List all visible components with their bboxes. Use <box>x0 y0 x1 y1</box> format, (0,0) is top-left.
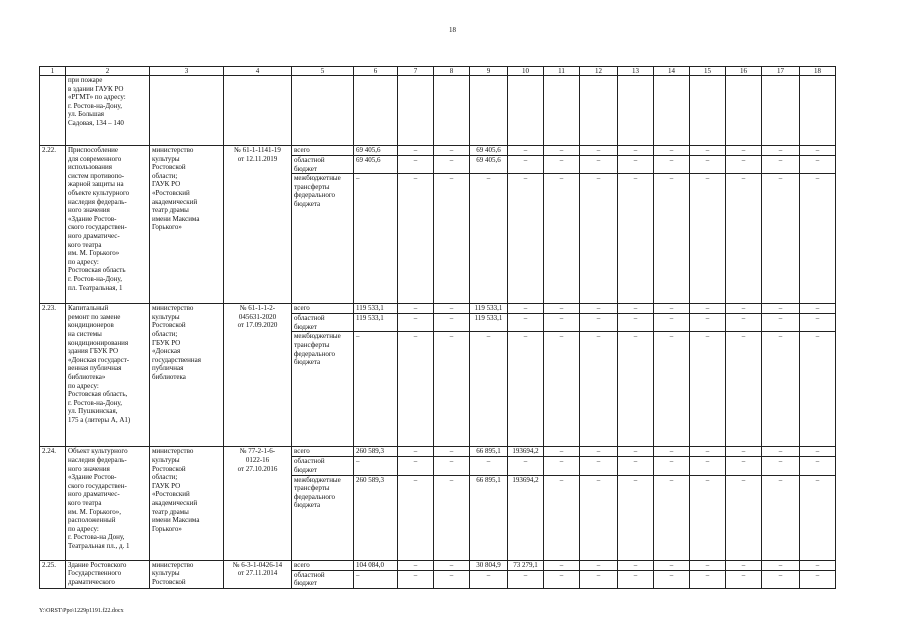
amount-cell: – <box>762 156 800 174</box>
amount-cell: – <box>618 146 654 156</box>
amount-cell: – <box>762 475 800 560</box>
amount-cell: – <box>762 447 800 457</box>
amount-cell: – <box>508 146 544 156</box>
amount-cell: – <box>726 304 762 314</box>
column-number: 13 <box>618 67 654 76</box>
amount-cell: – <box>580 475 618 560</box>
document-cell: № 77-2-1-6- 0122-16 от 27.10.2016 <box>224 447 292 560</box>
amount-cell: – <box>726 332 762 447</box>
amount-cell: – <box>470 457 508 475</box>
organization-cell: министерство культуры Ростовской области; ГАУК РО «Ростовский академический театр драмы имени Максима Горького» <box>150 146 224 304</box>
amount-cell: – <box>690 174 726 304</box>
amount-cell: – <box>544 174 580 304</box>
empty-cell <box>690 76 726 146</box>
amount-cell: – <box>726 457 762 475</box>
amount-cell: – <box>654 475 690 560</box>
object-name-cell: Капитальный ремонт по замене кондиционеров на системы кондиционирования здания ГБУК РО «Донская государст- венная публичная библиотека» по адресу: Ростовская область, г. Ростов-на-Дону, ул. Пушкинская, 175 а (литеры А, А1) <box>66 304 150 447</box>
amount-cell: – <box>726 156 762 174</box>
table-row <box>40 447 836 457</box>
amount-cell: – <box>618 332 654 447</box>
organization-cell: министерство культуры Ростовской области; ГАУК РО «Ростовский академический театр драмы имени Максима Горького» <box>150 447 224 560</box>
amount-cell: 119 533,1 <box>354 314 398 332</box>
amount-cell: – <box>434 314 470 332</box>
object-name-cell: Приспособление для современного использования систем противопо- жарной защиты на объекте культурного наследия федераль- ного значения «Здание Ростов- ского государствен- ного драматичес- кого театра им. М. Горького» по адресу: Ростовская область г. Ростов-на-Дону, пл. Театральная, 1 <box>66 146 150 304</box>
amount-cell: – <box>544 146 580 156</box>
funding-source-label: межбюджетные трансферты федерального бюджета <box>292 332 354 447</box>
amount-cell: – <box>508 457 544 475</box>
empty-cell <box>398 76 434 146</box>
table-row <box>40 560 836 570</box>
amount-cell: – <box>618 475 654 560</box>
funding-source-label: межбюджетные трансферты федерального бюджета <box>292 174 354 304</box>
amount-cell: – <box>398 146 434 156</box>
amount-cell: – <box>580 146 618 156</box>
amount-cell: 66 895,1 <box>470 475 508 560</box>
funding-source-label: областной бюджет <box>292 156 354 174</box>
empty-cell <box>544 76 580 146</box>
budget-table-wrapper <box>39 66 836 589</box>
row-number: 2.22. <box>40 146 66 304</box>
amount-cell: – <box>654 570 690 588</box>
amount-cell: – <box>762 304 800 314</box>
amount-cell: – <box>654 447 690 457</box>
amount-cell: – <box>580 174 618 304</box>
empty-cell <box>618 76 654 146</box>
amount-cell: 73 279,1 <box>508 560 544 570</box>
funding-source-label: областной бюджет <box>292 457 354 475</box>
column-number: 6 <box>354 67 398 76</box>
column-number: 5 <box>292 67 354 76</box>
amount-cell: – <box>690 570 726 588</box>
budget-table <box>39 66 836 589</box>
amount-cell: – <box>762 146 800 156</box>
amount-cell: – <box>398 304 434 314</box>
amount-cell: – <box>800 475 836 560</box>
amount-cell: – <box>690 447 726 457</box>
amount-cell: – <box>544 314 580 332</box>
amount-cell: 260 589,3 <box>354 475 398 560</box>
amount-cell: – <box>800 560 836 570</box>
amount-cell: – <box>654 156 690 174</box>
row-number: 2.24. <box>40 447 66 560</box>
column-number: 9 <box>470 67 508 76</box>
column-number-row <box>40 67 836 76</box>
amount-cell: – <box>398 447 434 457</box>
amount-cell: – <box>434 447 470 457</box>
amount-cell: – <box>434 156 470 174</box>
amount-cell: – <box>434 560 470 570</box>
amount-cell: – <box>354 457 398 475</box>
column-number: 2 <box>66 67 150 76</box>
amount-cell: – <box>354 332 398 447</box>
page-number: 18 <box>449 26 456 34</box>
table-row <box>40 304 836 314</box>
amount-cell: – <box>544 570 580 588</box>
amount-cell: – <box>544 447 580 457</box>
empty-cell <box>434 76 470 146</box>
amount-cell: – <box>434 570 470 588</box>
amount-cell: – <box>580 570 618 588</box>
amount-cell: – <box>544 156 580 174</box>
amount-cell: – <box>618 570 654 588</box>
amount-cell: – <box>690 156 726 174</box>
column-number: 10 <box>508 67 544 76</box>
amount-cell: – <box>654 560 690 570</box>
empty-cell <box>470 76 508 146</box>
amount-cell: 119 533,1 <box>470 314 508 332</box>
table-body <box>40 67 836 589</box>
column-number: 7 <box>398 67 434 76</box>
organization-cell: министерство культуры Ростовской <box>150 560 224 588</box>
document-cell: № 61-1-1-2- 045631-2020 от 17.09.2020 <box>224 304 292 447</box>
amount-cell: – <box>726 570 762 588</box>
amount-cell: 193694,2 <box>508 447 544 457</box>
amount-cell: – <box>398 457 434 475</box>
amount-cell: – <box>762 570 800 588</box>
amount-cell: – <box>654 146 690 156</box>
empty-cell <box>508 76 544 146</box>
amount-cell: – <box>762 560 800 570</box>
amount-cell: – <box>354 174 398 304</box>
amount-cell: – <box>726 314 762 332</box>
amount-cell: – <box>508 304 544 314</box>
empty-cell <box>224 76 292 146</box>
amount-cell: – <box>354 570 398 588</box>
funding-source-label: областной бюджет <box>292 314 354 332</box>
amount-cell: – <box>618 447 654 457</box>
amount-cell: – <box>544 475 580 560</box>
amount-cell: – <box>690 314 726 332</box>
empty-cell <box>150 76 224 146</box>
amount-cell: – <box>580 332 618 447</box>
column-number: 1 <box>40 67 66 76</box>
column-number: 18 <box>800 67 836 76</box>
amount-cell: – <box>800 146 836 156</box>
amount-cell: – <box>434 475 470 560</box>
column-number: 14 <box>654 67 690 76</box>
amount-cell: – <box>434 332 470 447</box>
row-number: 2.25. <box>40 560 66 588</box>
amount-cell: – <box>800 332 836 447</box>
amount-cell: – <box>508 570 544 588</box>
empty-cell <box>654 76 690 146</box>
amount-cell: – <box>580 314 618 332</box>
empty-cell <box>726 76 762 146</box>
amount-cell: 69 405,6 <box>470 146 508 156</box>
amount-cell: – <box>800 447 836 457</box>
column-number: 4 <box>224 67 292 76</box>
amount-cell: 119 533,1 <box>470 304 508 314</box>
amount-cell: – <box>398 156 434 174</box>
amount-cell: – <box>726 447 762 457</box>
column-number: 11 <box>544 67 580 76</box>
amount-cell: – <box>398 332 434 447</box>
column-number: 16 <box>726 67 762 76</box>
amount-cell: – <box>470 332 508 447</box>
empty-cell <box>354 76 398 146</box>
amount-cell: – <box>762 174 800 304</box>
amount-cell: – <box>726 475 762 560</box>
amount-cell: 66 895,1 <box>470 447 508 457</box>
amount-cell: – <box>434 304 470 314</box>
amount-cell: – <box>434 146 470 156</box>
document-cell: № 6-3-1-0426-14 от 27.11.2014 <box>224 560 292 588</box>
object-name-cell: Здание Ростовского Государственного драматического <box>66 560 150 588</box>
amount-cell: 30 804,9 <box>470 560 508 570</box>
column-number: 17 <box>762 67 800 76</box>
amount-cell: – <box>398 560 434 570</box>
amount-cell: 69 405,6 <box>354 156 398 174</box>
amount-cell: – <box>470 174 508 304</box>
amount-cell: – <box>654 457 690 475</box>
amount-cell: – <box>618 156 654 174</box>
empty-cell <box>40 76 66 146</box>
amount-cell: – <box>580 447 618 457</box>
column-number: 15 <box>690 67 726 76</box>
amount-cell: – <box>544 332 580 447</box>
amount-cell: – <box>508 174 544 304</box>
funding-source-label: всего <box>292 146 354 156</box>
empty-cell <box>800 76 836 146</box>
amount-cell: – <box>508 156 544 174</box>
amount-cell: – <box>580 457 618 475</box>
amount-cell: 104 084,0 <box>354 560 398 570</box>
empty-cell <box>762 76 800 146</box>
amount-cell: – <box>618 560 654 570</box>
table-row <box>40 146 836 156</box>
amount-cell: – <box>434 174 470 304</box>
column-number: 12 <box>580 67 618 76</box>
amount-cell: – <box>800 570 836 588</box>
amount-cell: – <box>618 457 654 475</box>
amount-cell: 69 405,6 <box>470 156 508 174</box>
amount-cell: – <box>726 146 762 156</box>
empty-cell <box>292 76 354 146</box>
amount-cell: – <box>690 475 726 560</box>
funding-source-label: всего <box>292 304 354 314</box>
amount-cell: – <box>762 314 800 332</box>
amount-cell: – <box>726 560 762 570</box>
funding-source-label: межбюджетные трансферты федерального бюджета <box>292 475 354 560</box>
amount-cell: – <box>800 156 836 174</box>
document-cell: № 61-1-1141-19 от 12.11.2019 <box>224 146 292 304</box>
amount-cell: 260 589,3 <box>354 447 398 457</box>
amount-cell: – <box>800 174 836 304</box>
funding-source-label: областной бюджет <box>292 570 354 588</box>
amount-cell: – <box>800 457 836 475</box>
row-number: 2.23. <box>40 304 66 447</box>
amount-cell: – <box>398 475 434 560</box>
amount-cell: – <box>690 146 726 156</box>
amount-cell: – <box>544 560 580 570</box>
funding-source-label: всего <box>292 560 354 570</box>
empty-cell <box>580 76 618 146</box>
amount-cell: – <box>508 314 544 332</box>
amount-cell: – <box>470 570 508 588</box>
amount-cell: – <box>434 457 470 475</box>
organization-cell: министерство культуры Ростовской области; ГБУК РО «Донская государственная публичная библиотека <box>150 304 224 447</box>
amount-cell: – <box>618 314 654 332</box>
amount-cell: – <box>690 332 726 447</box>
amount-cell: – <box>654 332 690 447</box>
object-name-cell: Объект культурного наследия федераль- ного значения «Здание Ростов- ского государствен- ного драматичес- кого театра им. М. Горького», расположенный по адресу: г. Ростова-на Дону, Театральная пл., д. 1 <box>66 447 150 560</box>
column-number: 8 <box>434 67 470 76</box>
amount-cell: – <box>690 304 726 314</box>
amount-cell: 119 533,1 <box>354 304 398 314</box>
amount-cell: – <box>580 560 618 570</box>
amount-cell: – <box>398 174 434 304</box>
continuation-row <box>40 76 836 146</box>
funding-source-label: всего <box>292 447 354 457</box>
amount-cell: – <box>800 304 836 314</box>
amount-cell: – <box>690 457 726 475</box>
amount-cell: – <box>398 570 434 588</box>
amount-cell: – <box>762 332 800 447</box>
amount-cell: – <box>690 560 726 570</box>
amount-cell: – <box>544 304 580 314</box>
file-path-footer: Y:\ORST\Ppo\1229p1191.f22.docx <box>39 608 124 614</box>
amount-cell: – <box>800 314 836 332</box>
amount-cell: – <box>654 304 690 314</box>
amount-cell: – <box>580 304 618 314</box>
amount-cell: – <box>398 314 434 332</box>
amount-cell: – <box>654 314 690 332</box>
amount-cell: – <box>618 174 654 304</box>
amount-cell: – <box>580 156 618 174</box>
amount-cell: – <box>544 457 580 475</box>
amount-cell: 69 405,6 <box>354 146 398 156</box>
column-number: 3 <box>150 67 224 76</box>
object-name-cell: при пожаре в здании ГАУК РО «РГМТ» по адресу: г. Ростов-на-Дону, ул. Большая Садовая, 134 – 140 <box>66 76 150 146</box>
amount-cell: – <box>762 457 800 475</box>
amount-cell: – <box>508 332 544 447</box>
amount-cell: – <box>726 174 762 304</box>
amount-cell: – <box>654 174 690 304</box>
amount-cell: – <box>618 304 654 314</box>
amount-cell: 193694,2 <box>508 475 544 560</box>
